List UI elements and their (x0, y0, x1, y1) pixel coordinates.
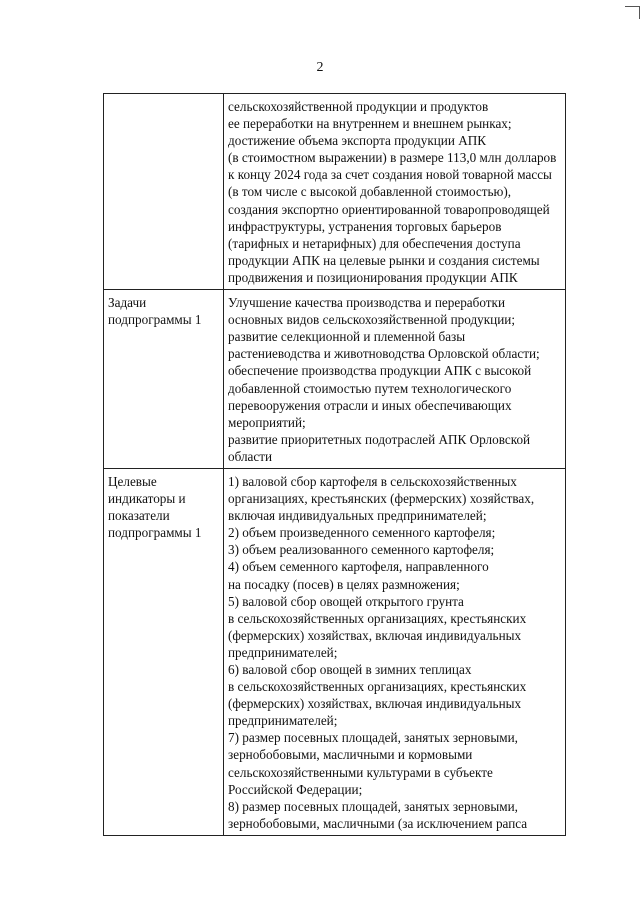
content-line: инфраструктуры, устранения торговых барьеров (228, 218, 502, 234)
content-line: основных видов сельскохозяйственной продукции; (228, 312, 516, 328)
content-line: развитие селекционной и племенной базы (228, 329, 466, 345)
content-line: в сельскохозяйственных организациях, крестьянских (228, 679, 527, 695)
table-row-tasks (104, 290, 566, 469)
content-line: 7) размер посевных площадей, занятых зерновыми, (228, 730, 518, 746)
content-line: области (228, 448, 273, 464)
content-line: обеспечение производства продукции АПК с высокой (228, 363, 532, 379)
row-label-line: Задачи (108, 295, 147, 311)
content-line: продукции АПК на целевые рынки и создания системы (228, 252, 540, 268)
scan-corner-mark (625, 6, 640, 19)
row-label-cell (104, 468, 224, 835)
content-line: 3) объем реализованного семенного картофеля; (228, 542, 495, 558)
content-line: сельскохозяйственными культурами в субъекте (228, 764, 493, 780)
content-line: включая индивидуальных предпринимателей; (228, 508, 487, 524)
content-line: растениеводства и животноводства Орловской области; (228, 346, 540, 362)
content-line: 1) валовой сбор картофеля в сельскохозяйственных (228, 473, 517, 489)
content-line: (тарифных и нетарифных) для обеспечения доступа (228, 235, 521, 251)
content-line: сельскохозяйственной продукции и продуктов (228, 99, 489, 114)
program-passport-table (103, 93, 566, 836)
row-content-cell (224, 94, 566, 290)
content-line: (фермерских) хозяйствах, включая индивидуальных (228, 627, 522, 643)
row-label-line: индикаторы и (108, 491, 186, 507)
content-line: ее переработки на внутреннем и внешнем рынках; (228, 116, 512, 132)
content-line: 6) валовой сбор овощей в зимних теплицах (228, 662, 472, 677)
content-line: зернобобовыми, масличными (за исключением рапса (228, 815, 528, 831)
content-line: Улучшение качества производства и переработки (228, 295, 505, 311)
content-line: организациях, крестьянских (фермерских) хозяйствах, (228, 491, 535, 507)
content-line: предпринимателей; (228, 644, 338, 660)
content-line: на посадку (посев) в целях размножения; (228, 576, 460, 592)
content-line: создания экспортно ориентированной товаропроводящей (228, 201, 550, 217)
row-label-line: Целевые (108, 473, 157, 489)
content-line: к концу 2024 года за счет создания новой товарной массы (228, 167, 552, 183)
table-row-goals-continued (104, 94, 566, 290)
content-line: (в стоимостном выражении) в размере 113,0 млн долларов (228, 150, 557, 166)
content-line: 2) объем произведенного семенного картофеля; (228, 525, 496, 541)
table-row-indicators (104, 468, 566, 835)
row-label-line: показатели (108, 508, 170, 524)
row-label-cell (104, 290, 224, 469)
content-line: (фермерских) хозяйствах, включая индивидуальных (228, 696, 522, 712)
content-line: 5) валовой сбор овощей открытого грунта (228, 593, 464, 609)
content-line: предпринимателей; (228, 713, 338, 729)
row-content-cell (224, 468, 566, 835)
content-line: добавленной стоимостью путем технологического (228, 380, 512, 396)
content-line: 8) размер посевных площадей, занятых зерновыми, (228, 798, 518, 814)
content-line: достижение объема экспорта продукции АПК (228, 133, 487, 149)
page-number: 2 (316, 60, 324, 75)
content-line: (в том числе с высокой добавленной стоимостью), (228, 184, 512, 200)
row-label-line: подпрограммы 1 (108, 525, 202, 541)
row-label-cell (104, 94, 224, 290)
row-content-cell (224, 290, 566, 469)
content-line: 4) объем семенного картофеля, направленного (228, 559, 489, 575)
content-line: зернобобовыми, масличными и кормовыми (228, 747, 473, 763)
content-line: продвижения и позиционирования продукции АПК (228, 269, 518, 285)
row-label-line: подпрограммы 1 (108, 312, 202, 328)
content-line: в сельскохозяйственных организациях, крестьянских (228, 610, 527, 626)
content-line: Российской Федерации; (228, 781, 363, 797)
content-line: мероприятий; (228, 414, 306, 430)
content-line: развитие приоритетных подотраслей АПК Орловской (228, 431, 531, 447)
content-line: перевооружения отрасли и иных обеспечивающих (228, 397, 512, 413)
